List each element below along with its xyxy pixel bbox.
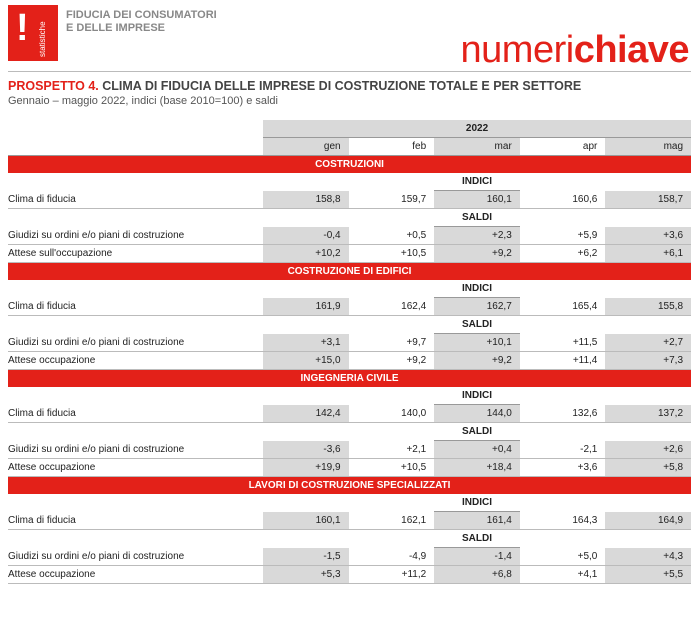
table-title xyxy=(8,79,581,93)
indici-subheader-label: INDICI xyxy=(434,280,520,298)
value-cell: +3,1 xyxy=(263,334,349,352)
spacer xyxy=(520,173,606,191)
value-cell: 159,7 xyxy=(349,191,435,209)
value-cell: +18,4 xyxy=(434,459,520,477)
clima-row xyxy=(8,512,691,530)
giudizi-row-label: Giudizi su ordini e/o piani di costruzione xyxy=(8,548,263,566)
saldi-subheader xyxy=(8,316,691,334)
org-line-1: FIDUCIA DEI CONSUMATORI xyxy=(66,9,217,21)
month-header: apr xyxy=(520,138,606,156)
spacer xyxy=(8,494,263,512)
spacer xyxy=(263,530,349,548)
org-line-2: E DELLE IMPRESE xyxy=(66,22,166,34)
header-divider xyxy=(8,71,691,72)
value-cell: +6,8 xyxy=(434,566,520,584)
value-cell: 155,8 xyxy=(605,298,691,316)
attese-row-label: Attese sull'occupazione xyxy=(8,245,263,263)
value-cell: +7,3 xyxy=(605,352,691,370)
clima-row-label: Clima di fiducia xyxy=(8,405,263,423)
indici-subheader-label: INDICI xyxy=(434,494,520,512)
attese-row-label: Attese occupazione xyxy=(8,459,263,477)
value-cell: +5,9 xyxy=(520,227,606,245)
value-cell: -0,4 xyxy=(263,227,349,245)
value-cell: +5,3 xyxy=(263,566,349,584)
saldi-subheader xyxy=(8,209,691,227)
saldi-subheader-label: SALDI xyxy=(434,423,520,441)
spacer xyxy=(605,209,691,227)
value-cell: +0,4 xyxy=(434,441,520,459)
giudizi-row xyxy=(8,227,691,245)
spacer xyxy=(605,173,691,191)
value-cell: +2,1 xyxy=(349,441,435,459)
clima-row xyxy=(8,405,691,423)
spacer xyxy=(605,423,691,441)
sector-name: INGEGNERIA CIVILE xyxy=(8,370,691,388)
month-header: mag xyxy=(605,138,691,156)
spacer xyxy=(520,530,606,548)
spacer xyxy=(263,173,349,191)
spacer xyxy=(8,316,263,334)
spacer xyxy=(349,530,435,548)
attese-row-label: Attese occupazione xyxy=(8,566,263,584)
table-title-text: CLIMA DI FIDUCIA DELLE IMPRESE DI COSTRUZIONE TOTALE E PER SETTORE xyxy=(98,79,582,93)
sector-name: COSTRUZIONI xyxy=(8,156,691,174)
month-header: mar xyxy=(434,138,520,156)
clima-row-label: Clima di fiducia xyxy=(8,191,263,209)
value-cell: +4,1 xyxy=(520,566,606,584)
clima-row-label: Clima di fiducia xyxy=(8,298,263,316)
giudizi-row xyxy=(8,441,691,459)
spacer xyxy=(8,423,263,441)
giudizi-row-label: Giudizi su ordini e/o piani di costruzione xyxy=(8,227,263,245)
month-header: feb xyxy=(349,138,435,156)
spacer xyxy=(520,387,606,405)
table-number: PROSPETTO 4. xyxy=(8,79,99,93)
value-cell: +2,7 xyxy=(605,334,691,352)
confidence-table xyxy=(8,120,691,584)
giudizi-row-label: Giudizi su ordini e/o piani di costruzione xyxy=(8,334,263,352)
value-cell: 144,0 xyxy=(434,405,520,423)
value-cell: +9,7 xyxy=(349,334,435,352)
value-cell: -1,4 xyxy=(434,548,520,566)
spacer xyxy=(605,530,691,548)
spacer xyxy=(520,280,606,298)
indici-subheader xyxy=(8,173,691,191)
saldi-subheader xyxy=(8,423,691,441)
spacer xyxy=(349,423,435,441)
clima-row-label: Clima di fiducia xyxy=(8,512,263,530)
spacer xyxy=(263,387,349,405)
value-cell: +5,5 xyxy=(605,566,691,584)
value-cell: 160,1 xyxy=(263,512,349,530)
spacer xyxy=(263,209,349,227)
value-cell: +4,3 xyxy=(605,548,691,566)
spacer xyxy=(349,209,435,227)
spacer xyxy=(520,316,606,334)
sector-header xyxy=(8,263,691,281)
value-cell: +19,9 xyxy=(263,459,349,477)
value-cell: 162,7 xyxy=(434,298,520,316)
value-cell: +10,2 xyxy=(263,245,349,263)
logo-text: statistiche xyxy=(38,21,47,57)
value-cell: 140,0 xyxy=(349,405,435,423)
value-cell: 161,9 xyxy=(263,298,349,316)
spacer xyxy=(263,316,349,334)
spacer xyxy=(8,387,263,405)
spacer xyxy=(349,494,435,512)
spacer xyxy=(263,494,349,512)
value-cell: +5,8 xyxy=(605,459,691,477)
value-cell: -1,5 xyxy=(263,548,349,566)
value-cell: 165,4 xyxy=(520,298,606,316)
brand-wordmark xyxy=(461,30,689,70)
value-cell: +11,2 xyxy=(349,566,435,584)
value-cell: +15,0 xyxy=(263,352,349,370)
giudizi-row xyxy=(8,548,691,566)
spacer xyxy=(8,530,263,548)
value-cell: +6,1 xyxy=(605,245,691,263)
value-cell: +11,4 xyxy=(520,352,606,370)
indici-subheader-label: INDICI xyxy=(434,173,520,191)
value-cell: +11,5 xyxy=(520,334,606,352)
spacer xyxy=(8,280,263,298)
value-cell: +10,5 xyxy=(349,245,435,263)
value-cell: +2,6 xyxy=(605,441,691,459)
saldi-subheader-label: SALDI xyxy=(434,530,520,548)
value-cell: 142,4 xyxy=(263,405,349,423)
spacer xyxy=(605,316,691,334)
value-cell: +0,5 xyxy=(349,227,435,245)
value-cell: +9,2 xyxy=(434,352,520,370)
indici-subheader xyxy=(8,494,691,512)
value-cell: 160,1 xyxy=(434,191,520,209)
indici-subheader xyxy=(8,387,691,405)
value-cell: -2,1 xyxy=(520,441,606,459)
table-subtitle: Gennaio – maggio 2022, indici (base 2010=100) e saldi xyxy=(8,95,278,107)
spacer xyxy=(520,209,606,227)
spacer xyxy=(349,316,435,334)
value-cell: +6,2 xyxy=(520,245,606,263)
value-cell: 132,6 xyxy=(520,405,606,423)
saldi-subheader-label: SALDI xyxy=(434,316,520,334)
attese-row xyxy=(8,245,691,263)
clima-row xyxy=(8,191,691,209)
spacer xyxy=(349,280,435,298)
istat-logo xyxy=(8,5,58,61)
exclamation-icon: ! xyxy=(16,7,29,49)
giudizi-row-label: Giudizi su ordini e/o piani di costruzione xyxy=(8,441,263,459)
sector-header xyxy=(8,156,691,174)
value-cell: +3,6 xyxy=(605,227,691,245)
value-cell: +10,1 xyxy=(434,334,520,352)
sector-name: LAVORI DI COSTRUZIONE SPECIALIZZATI xyxy=(8,477,691,495)
sector-name: COSTRUZIONE DI EDIFICI xyxy=(8,263,691,281)
spacer xyxy=(8,209,263,227)
attese-row xyxy=(8,566,691,584)
value-cell: +10,5 xyxy=(349,459,435,477)
value-cell: 161,4 xyxy=(434,512,520,530)
value-cell: 160,6 xyxy=(520,191,606,209)
clima-row xyxy=(8,298,691,316)
spacer xyxy=(605,494,691,512)
year-header: 2022 xyxy=(263,120,691,138)
spacer xyxy=(520,494,606,512)
spacer xyxy=(8,173,263,191)
value-cell: 164,9 xyxy=(605,512,691,530)
attese-row-label: Attese occupazione xyxy=(8,352,263,370)
attese-row xyxy=(8,459,691,477)
value-cell: 162,1 xyxy=(349,512,435,530)
value-cell: +9,2 xyxy=(349,352,435,370)
value-cell: -3,6 xyxy=(263,441,349,459)
indici-subheader xyxy=(8,280,691,298)
year-row xyxy=(8,120,691,138)
spacer xyxy=(605,280,691,298)
spacer xyxy=(520,423,606,441)
sector-header xyxy=(8,370,691,388)
value-cell: 137,2 xyxy=(605,405,691,423)
spacer xyxy=(349,387,435,405)
months-row xyxy=(8,138,691,156)
org-name xyxy=(66,9,217,35)
saldi-subheader xyxy=(8,530,691,548)
brand-part-2: chiave xyxy=(573,29,689,71)
value-cell: +2,3 xyxy=(434,227,520,245)
value-cell: 164,3 xyxy=(520,512,606,530)
value-cell: +3,6 xyxy=(520,459,606,477)
value-cell: 158,7 xyxy=(605,191,691,209)
spacer xyxy=(605,387,691,405)
spacer xyxy=(263,280,349,298)
saldi-subheader-label: SALDI xyxy=(434,209,520,227)
month-header: gen xyxy=(263,138,349,156)
value-cell: +9,2 xyxy=(434,245,520,263)
indici-subheader-label: INDICI xyxy=(434,387,520,405)
value-cell: -4,9 xyxy=(349,548,435,566)
brand-part-1: numeri xyxy=(460,29,574,71)
attese-row xyxy=(8,352,691,370)
value-cell: 158,8 xyxy=(263,191,349,209)
giudizi-row xyxy=(8,334,691,352)
value-cell: 162,4 xyxy=(349,298,435,316)
spacer xyxy=(263,423,349,441)
value-cell: +5,0 xyxy=(520,548,606,566)
spacer xyxy=(349,173,435,191)
sector-header xyxy=(8,477,691,495)
